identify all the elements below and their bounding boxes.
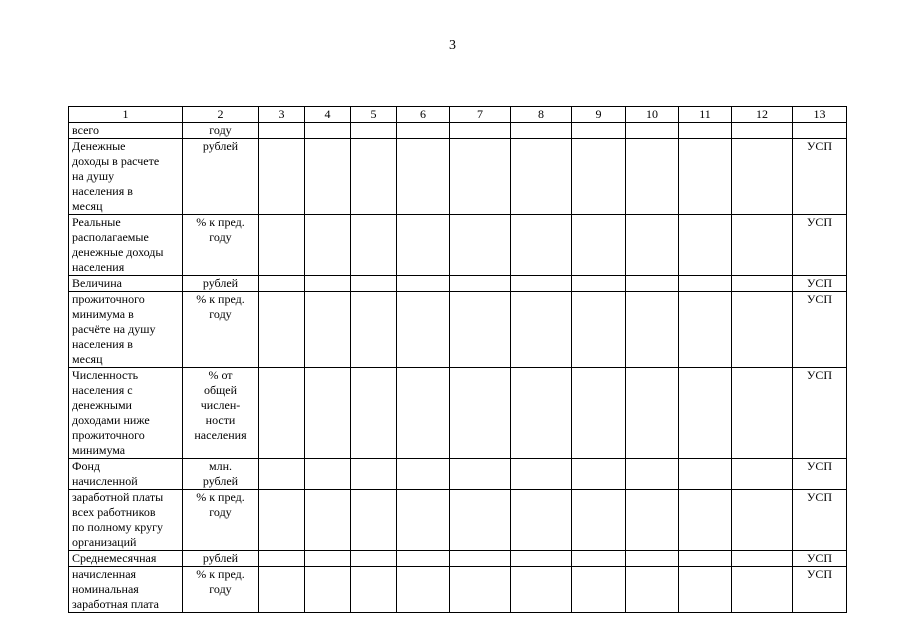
value-cell <box>305 459 351 490</box>
table-row <box>69 567 847 613</box>
source-cell: УСП <box>793 490 847 551</box>
unit-cell: году <box>183 123 259 139</box>
value-cell <box>679 551 732 567</box>
table-row <box>69 551 847 567</box>
value-cell <box>511 292 572 368</box>
value-cell <box>351 276 397 292</box>
value-cell <box>626 215 679 276</box>
source-cell: УСП <box>793 459 847 490</box>
table-row <box>69 459 847 490</box>
value-cell <box>397 123 450 139</box>
column-header: 7 <box>450 107 511 123</box>
page-number: 3 <box>449 38 456 53</box>
value-cell <box>679 292 732 368</box>
value-cell <box>305 567 351 613</box>
column-header: 3 <box>259 107 305 123</box>
value-cell <box>572 292 626 368</box>
indicator-cell: всего <box>69 123 183 139</box>
value-cell <box>572 490 626 551</box>
indicator-cell: прожиточного минимума в расчёте на душу населения в месяц <box>69 292 183 368</box>
value-cell <box>679 215 732 276</box>
column-header: 1 <box>69 107 183 123</box>
value-cell <box>259 276 305 292</box>
value-cell <box>259 215 305 276</box>
value-cell <box>511 490 572 551</box>
value-cell <box>450 139 511 215</box>
value-cell <box>732 139 793 215</box>
value-cell <box>511 551 572 567</box>
value-cell <box>732 123 793 139</box>
value-cell <box>397 551 450 567</box>
value-cell <box>259 459 305 490</box>
unit-cell: % к пред. году <box>183 215 259 276</box>
value-cell <box>450 292 511 368</box>
unit-cell: % к пред. году <box>183 292 259 368</box>
value-cell <box>572 139 626 215</box>
value-cell <box>397 490 450 551</box>
value-cell <box>679 490 732 551</box>
column-header: 9 <box>572 107 626 123</box>
unit-cell: % от общей числен- ности населения <box>183 368 259 459</box>
value-cell <box>626 551 679 567</box>
value-cell <box>626 292 679 368</box>
table-row <box>69 292 847 368</box>
value-cell <box>351 490 397 551</box>
value-cell <box>511 139 572 215</box>
source-cell: УСП <box>793 292 847 368</box>
value-cell <box>626 276 679 292</box>
value-cell <box>305 490 351 551</box>
value-cell <box>450 215 511 276</box>
value-cell <box>679 567 732 613</box>
value-cell <box>511 368 572 459</box>
source-cell: УСП <box>793 276 847 292</box>
value-cell <box>305 276 351 292</box>
value-cell <box>305 139 351 215</box>
column-header: 11 <box>679 107 732 123</box>
value-cell <box>679 123 732 139</box>
source-cell: УСП <box>793 215 847 276</box>
value-cell <box>572 215 626 276</box>
value-cell <box>351 551 397 567</box>
value-cell <box>572 123 626 139</box>
value-cell <box>732 567 793 613</box>
value-cell <box>351 368 397 459</box>
value-cell <box>351 459 397 490</box>
column-header: 8 <box>511 107 572 123</box>
value-cell <box>679 276 732 292</box>
source-cell <box>793 123 847 139</box>
value-cell <box>511 459 572 490</box>
value-cell <box>511 276 572 292</box>
value-cell <box>626 459 679 490</box>
value-cell <box>397 139 450 215</box>
value-cell <box>572 459 626 490</box>
value-cell <box>351 215 397 276</box>
table-row <box>69 215 847 276</box>
value-cell <box>259 551 305 567</box>
value-cell <box>572 276 626 292</box>
value-cell <box>259 292 305 368</box>
value-cell <box>732 215 793 276</box>
table-header-row <box>69 107 847 123</box>
source-cell: УСП <box>793 551 847 567</box>
unit-cell: рублей <box>183 551 259 567</box>
value-cell <box>679 459 732 490</box>
unit-cell: рублей <box>183 276 259 292</box>
value-cell <box>351 292 397 368</box>
value-cell <box>626 567 679 613</box>
value-cell <box>450 123 511 139</box>
value-cell <box>732 292 793 368</box>
value-cell <box>572 368 626 459</box>
table-row <box>69 139 847 215</box>
value-cell <box>732 276 793 292</box>
value-cell <box>351 567 397 613</box>
value-cell <box>511 123 572 139</box>
value-cell <box>450 368 511 459</box>
column-header: 12 <box>732 107 793 123</box>
unit-cell: % к пред. году <box>183 567 259 613</box>
unit-cell: рублей <box>183 139 259 215</box>
value-cell <box>732 490 793 551</box>
data-table <box>68 106 847 613</box>
value-cell <box>397 368 450 459</box>
value-cell <box>305 551 351 567</box>
value-cell <box>351 139 397 215</box>
column-header: 10 <box>626 107 679 123</box>
value-cell <box>626 368 679 459</box>
value-cell <box>679 139 732 215</box>
value-cell <box>732 368 793 459</box>
source-cell: УСП <box>793 368 847 459</box>
value-cell <box>259 123 305 139</box>
unit-cell: % к пред. году <box>183 490 259 551</box>
value-cell <box>450 567 511 613</box>
value-cell <box>259 490 305 551</box>
column-header: 2 <box>183 107 259 123</box>
value-cell <box>572 551 626 567</box>
indicator-cell: Фонд начисленной <box>69 459 183 490</box>
indicator-cell: начисленная номинальная заработная плата <box>69 567 183 613</box>
indicator-cell: Величина <box>69 276 183 292</box>
value-cell <box>397 292 450 368</box>
value-cell <box>305 123 351 139</box>
value-cell <box>511 215 572 276</box>
value-cell <box>305 368 351 459</box>
value-cell <box>626 139 679 215</box>
value-cell <box>626 123 679 139</box>
value-cell <box>450 459 511 490</box>
value-cell <box>397 276 450 292</box>
column-header: 4 <box>305 107 351 123</box>
value-cell <box>397 459 450 490</box>
value-cell <box>511 567 572 613</box>
value-cell <box>305 292 351 368</box>
value-cell <box>351 123 397 139</box>
value-cell <box>397 215 450 276</box>
value-cell <box>259 567 305 613</box>
table-row <box>69 276 847 292</box>
unit-cell: млн. рублей <box>183 459 259 490</box>
value-cell <box>259 368 305 459</box>
column-header: 5 <box>351 107 397 123</box>
indicator-cell: заработной платы всех работников по полному кругу организаций <box>69 490 183 551</box>
table-row <box>69 368 847 459</box>
value-cell <box>450 276 511 292</box>
value-cell <box>450 490 511 551</box>
source-cell: УСП <box>793 139 847 215</box>
value-cell <box>450 551 511 567</box>
indicator-cell: Реальные располагаемые денежные доходы населения <box>69 215 183 276</box>
value-cell <box>259 139 305 215</box>
column-header: 6 <box>397 107 450 123</box>
table-row <box>69 123 847 139</box>
value-cell <box>732 459 793 490</box>
column-header: 13 <box>793 107 847 123</box>
value-cell <box>305 215 351 276</box>
value-cell <box>679 368 732 459</box>
value-cell <box>732 551 793 567</box>
indicator-cell: Среднемесячная <box>69 551 183 567</box>
value-cell <box>397 567 450 613</box>
value-cell <box>572 567 626 613</box>
indicator-cell: Денежные доходы в расчете на душу населения в месяц <box>69 139 183 215</box>
table-row <box>69 490 847 551</box>
indicator-cell: Численность населения с денежными доходами ниже прожиточного минимума <box>69 368 183 459</box>
value-cell <box>626 490 679 551</box>
source-cell: УСП <box>793 567 847 613</box>
